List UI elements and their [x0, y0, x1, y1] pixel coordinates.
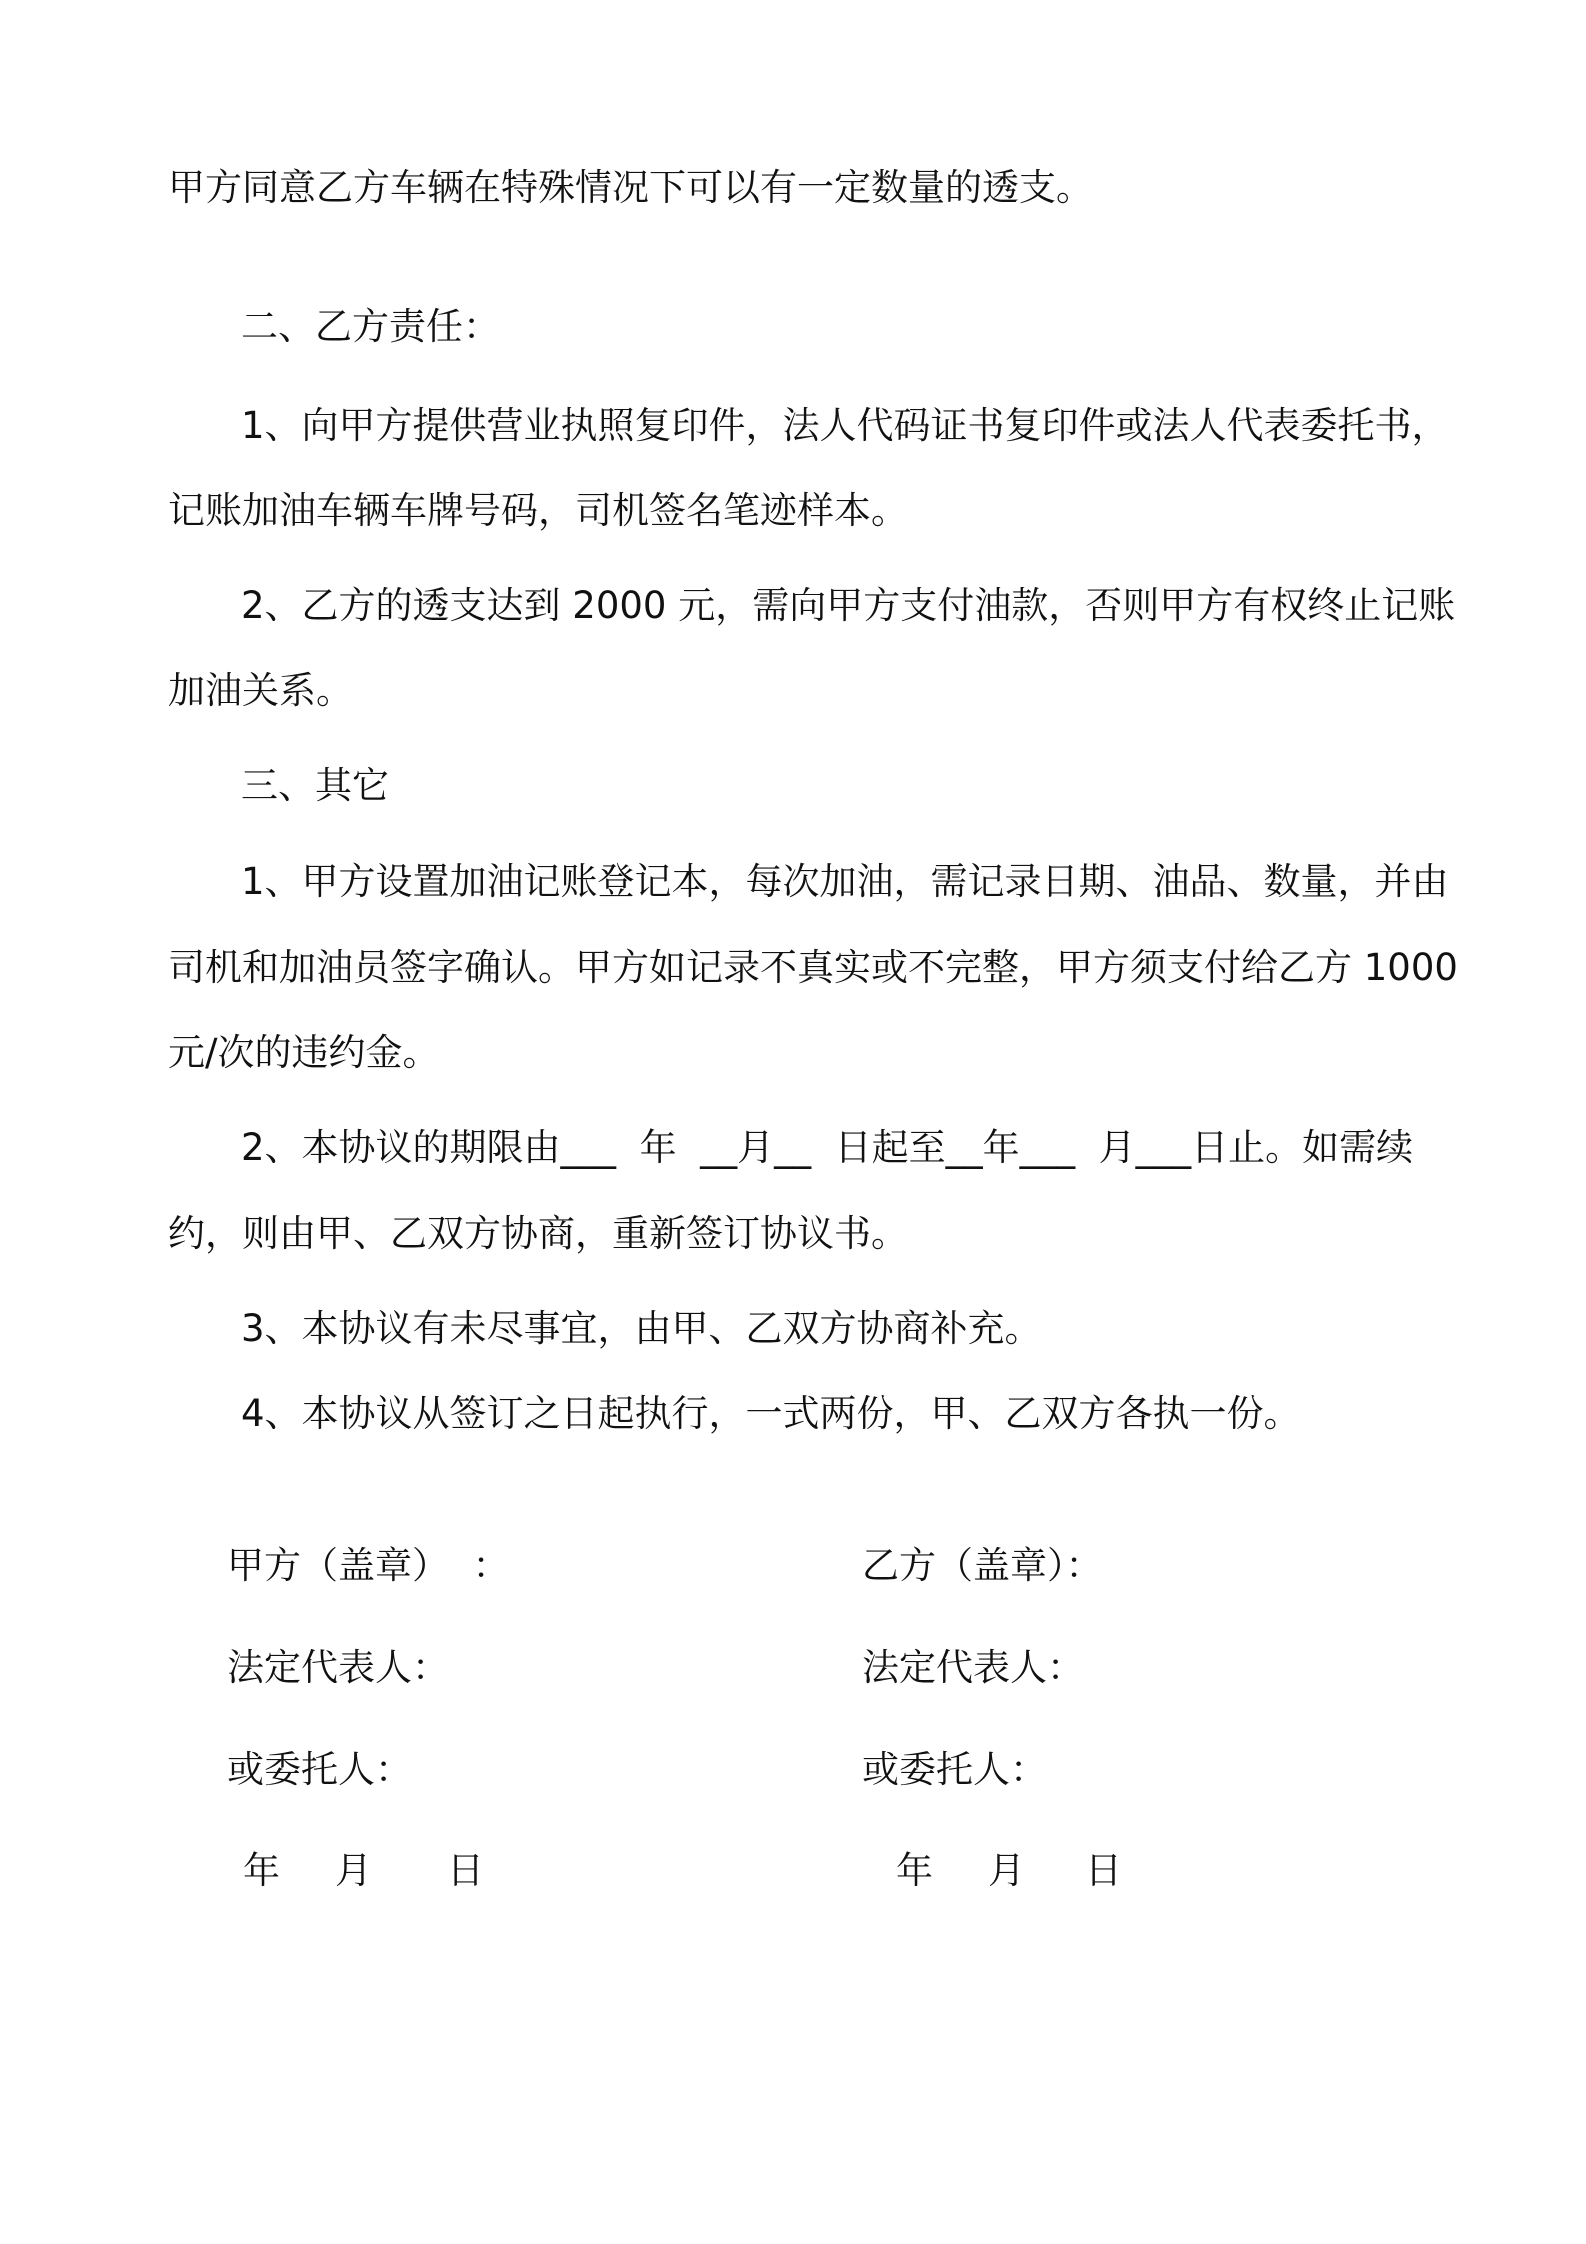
party-a-seal-label: 甲方（盖章） ：: [227, 1544, 510, 1587]
clause-2-1-line-2: 记账加油车辆车牌号码，司机签名笔迹样本。: [168, 489, 908, 532]
clause-3-4: 4、本协议从签订之日起执行，一式两份，甲、乙双方各执一份。: [241, 1392, 1301, 1435]
clause-3-2-line-1: 2、本协议的期限由___ 年 __月__ 日起至__年___ 月___日止。如需续: [241, 1126, 1414, 1169]
party-b-legal-rep-label: 法定代表人：: [862, 1646, 1084, 1689]
section-heading-other: 三、其它: [241, 764, 389, 807]
party-b-seal-label: 乙方（盖章）：: [862, 1544, 1103, 1587]
clause-3-1-line-1: 1、甲方设置加油记账登记本，每次加油，需记录日期、油品、数量，并由: [241, 860, 1449, 903]
clause-3-1-line-2: 司机和加油员签字确认。甲方如记录不真实或不完整，甲方须支付给乙方 1000: [168, 946, 1458, 989]
party-b-date-year: 年: [896, 1849, 933, 1892]
party-a-proxy-label: 或委托人：: [227, 1748, 412, 1791]
party-b-date-month: 月: [988, 1849, 1025, 1892]
clause-3-1-line-3: 元/次的违约金。: [168, 1031, 440, 1074]
paragraph-overdraft: 甲方同意乙方车辆在特殊情况下可以有一定数量的透支。: [168, 166, 1093, 209]
party-a-date-day: 日: [447, 1849, 484, 1892]
party-b-proxy-label: 或委托人：: [862, 1748, 1047, 1791]
party-b-date-day: 日: [1085, 1849, 1122, 1892]
section-heading-party-b-duties: 二、乙方责任：: [241, 305, 500, 348]
clause-3-2-line-2: 约，则由甲、乙双方协商，重新签订协议书。: [168, 1212, 908, 1255]
party-a-date-month: 月: [335, 1849, 372, 1892]
clause-3-3: 3、本协议有未尽事宜，由甲、乙双方协商补充。: [241, 1307, 1042, 1350]
party-a-legal-rep-label: 法定代表人：: [227, 1646, 449, 1689]
clause-2-2-line-2: 加油关系。: [168, 669, 353, 712]
clause-2-2-line-1: 2、乙方的透支达到 2000 元，需向甲方支付油款，否则甲方有权终止记账: [241, 584, 1456, 627]
party-a-date-year: 年: [243, 1849, 280, 1892]
clause-2-1-line-1: 1、向甲方提供营业执照复印件，法人代码证书复印件或法人代表委托书，: [241, 404, 1449, 447]
